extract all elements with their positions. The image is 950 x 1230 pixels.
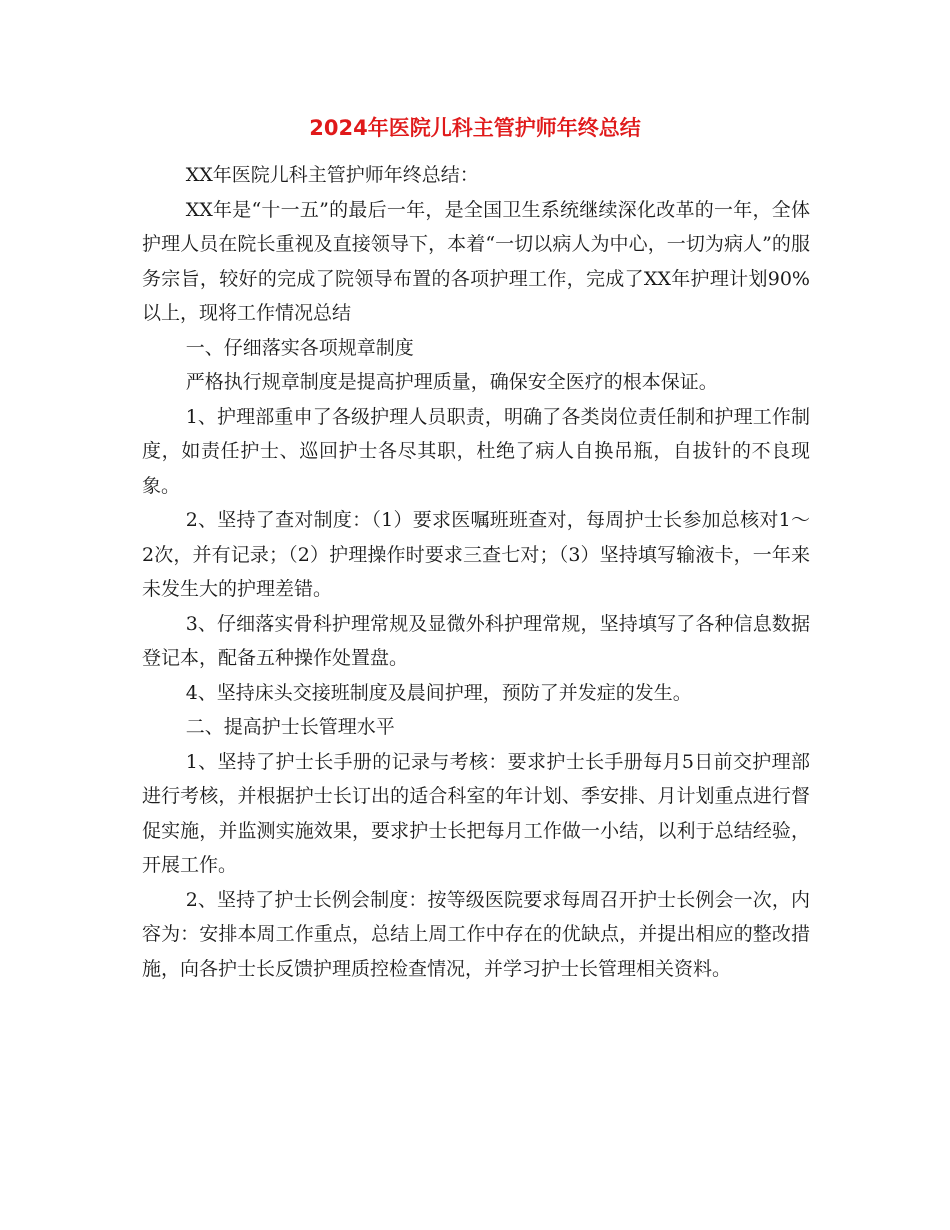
list-item: 2、坚持了查对制度：（1）要求医嘱班班查对，每周护士长参加总核对1～2次，并有记录；（2）护理操作时要求三查七对；（3）坚持填写输液卡，一年来未发生大的护理差错。: [142, 509, 810, 600]
paragraph: 严格执行规章制度是提高护理质量，确保安全医疗的根本保证。: [185, 371, 718, 393]
list-item: 2、坚持了护士长例会制度：按等级医院要求每周召开护士长例会一次，内容为：安排本周工作重点，总结上周工作中存在的优缺点，并提出相应的整改措施，向各护士长反馈护理质控检查情况，并学习护士长管理相关资料。: [142, 888, 810, 980]
section-heading-2: 二、提高护士长管理水平: [185, 716, 395, 738]
list-item: 1、护理部重申了各级护理人员职责，明确了各类岗位责任制和护理工作制度，如责任护士、巡回护士各尽其职，杜绝了病人自换吊瓶，自拔针的不良现象。: [142, 405, 810, 497]
document-title: 2024年医院儿科主管护师年终总结: [309, 116, 641, 140]
list-item: 1、坚持了护士长手册的记录与考核：要求护士长手册每月5日前交护理部进行考核，并根据护士长订出的适合科室的年计划、季安排、月计划重点进行督促实施，并监测实施效果，要求护士长把每月工作做一小结，以利于总结经验，开展工作。: [142, 750, 810, 876]
document-body: [142, 158, 810, 986]
paragraph-greeting: XX年医院儿科主管护师年终总结：: [185, 164, 479, 186]
list-item: 4、坚持床头交接班制度及晨间护理，预防了并发症的发生。: [185, 681, 692, 704]
section-heading-1: 一、仔细落实各项规章制度: [185, 336, 414, 359]
list-item: 3、仔细落实骨科护理常规及显微外科护理常规，坚持填写了各种信息数据登记本，配备五种操作处置盘。: [142, 612, 810, 669]
paragraph-intro: XX年是“十一五”的最后一年，是全国卫生系统继续深化改革的一年，全体护理人员在院长重视及直接领导下，本着“一切以病人为中心，一切为病人”的服务宗旨，较好的完成了院领导布置的各项护理工作，完成了XX年护理计划90%以上，现将工作情况总结: [142, 198, 810, 324]
